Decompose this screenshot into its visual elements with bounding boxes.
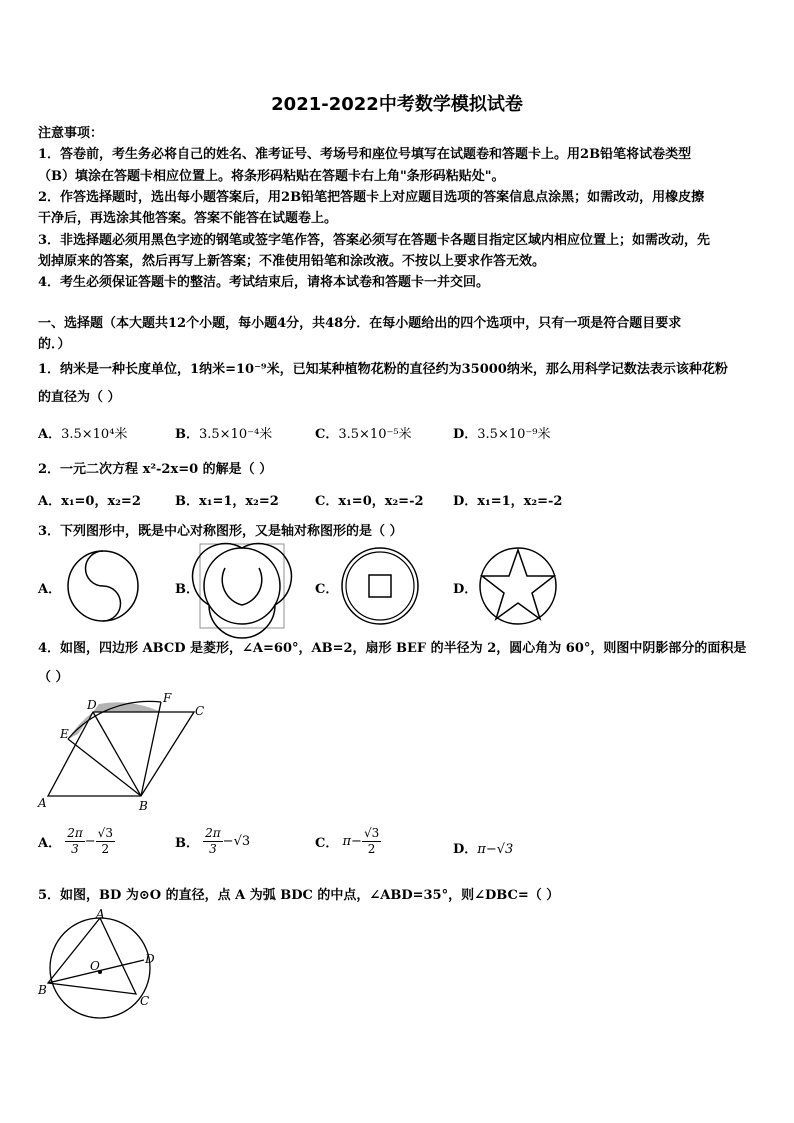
q4-option-a: A． $\frac{2\pi}{3}$ − $\frac{√3}{2}$ [38,826,113,856]
point-label-c: C [140,994,150,1008]
question-4-stem-cont: （ ） [38,670,69,685]
point-label-c: C [195,704,205,718]
point-label-a: A [96,907,105,921]
notes-heading: 注意事项： [38,126,104,141]
q2-option-c: C．x₁=0，x₂=-2 [315,494,424,509]
q3-figure-d [478,546,560,628]
note-line: 3．非选择题必须用黑色字迹的钢笔或签字笔作答，答案必须写在答题卡各题目指定区域内相应位置上；如需改动，先 [38,233,711,248]
q1-option-b: B．3.5×10⁻⁴米 [175,427,273,442]
q2-option-d: D．x₁=1，x₂=-2 [453,494,563,509]
point-label-f: F [163,691,172,705]
q4-rhombus-figure [36,690,226,815]
question-2-stem: 2．一元二次方程 x²-2x=0 的解是（ ） [38,462,273,477]
section-header-cont: 的．） [38,337,71,352]
note-line: 划掉原来的答案，然后再写上新答案；不准使用铅笔和涂改液。不按以上要求作答无效。 [38,254,546,269]
point-label-b: B [139,799,148,813]
note-line: 4．考生必须保证答题卡的整洁。考试结束后，请将本试卷和答题卡一并交回。 [38,275,490,290]
point-label-e: E [60,727,69,741]
question-5-stem: 5．如图，BD 为⊙O 的直径，点 A 为弧 BDC 的中点，∠ABD=35°，则∠DBC=（ ） [38,888,560,903]
q3-option-b-label: B． [175,582,199,597]
question-1-stem-cont: 的直径为（ ） [38,390,121,405]
q4-option-c: C． π− $\frac{√3}{2}$ [315,826,380,856]
point-label-b: B [38,983,47,997]
point-label-a: A [38,796,47,810]
note-line: （B）填涂在答题卡相应位置上。将条形码粘贴在答题卡右上角"条形码粘贴处"。 [38,169,505,184]
question-1-stem: 1．纳米是一种长度单位，1纳米=10⁻⁹米，已知某种植物花粉的直径约为35000纳米，那么用科学记数法表示该种花粉 [38,362,728,377]
q1-option-c: C．3.5×10⁻⁵米 [315,427,412,442]
q4-option-d: D．π−√3 [453,842,514,857]
q3-figure-c [340,546,422,628]
q4-option-b: B． $\frac{2\pi}{3}$ −√3 [175,826,251,856]
q3-option-a-label: A． [38,582,62,597]
question-3-stem: 3．下列图形中，既是中心对称图形，又是轴对称图形的是（ ） [38,524,403,539]
question-4-stem: 4．如图，四边形 ABCD 是菱形，∠A=60°，AB=2，扇形 BEF 的半径为 2，圆心角为 60°，则图中阴影部分的面积是 [38,641,747,656]
q3-figure-b [200,544,286,630]
page-title: 2021-2022中考数学模拟试卷 [271,94,523,115]
q5-circle-figure [36,907,166,1025]
point-label-d: D [87,698,97,712]
q1-option-a: A．3.5×10⁴米 [38,427,128,442]
q3-figure-a [65,548,145,628]
q3-option-c-label: C． [315,582,339,597]
q3-option-d-label: D． [453,582,478,597]
q2-option-a: A．x₁=0，x₂=2 [38,494,141,509]
point-label-d: D [145,952,155,966]
point-label-o: O [90,959,100,973]
note-line: 干净后，再选涂其他答案。答案不能答在试题卷上。 [38,211,338,226]
q1-option-d: D．3.5×10⁻⁹米 [453,427,551,442]
note-line: 2．作答选择题时，选出每小题答案后，用2B铅笔把答题卡上对应题目选项的答案信息点涂黑；如需改动，用橡皮擦 [38,190,705,205]
note-line: 1．答卷前，考生务必将自己的姓名、准考证号、考场号和座位号填写在试题卷和答题卡上。用2B铅笔将试卷类型 [38,147,692,162]
section-header: 一、选择题（本大题共12个小题，每小题4分，共48分．在每小题给出的四个选项中，只有一项是符合题目要求 [38,316,682,331]
q2-option-b: B．x₁=1，x₂=2 [175,494,279,509]
